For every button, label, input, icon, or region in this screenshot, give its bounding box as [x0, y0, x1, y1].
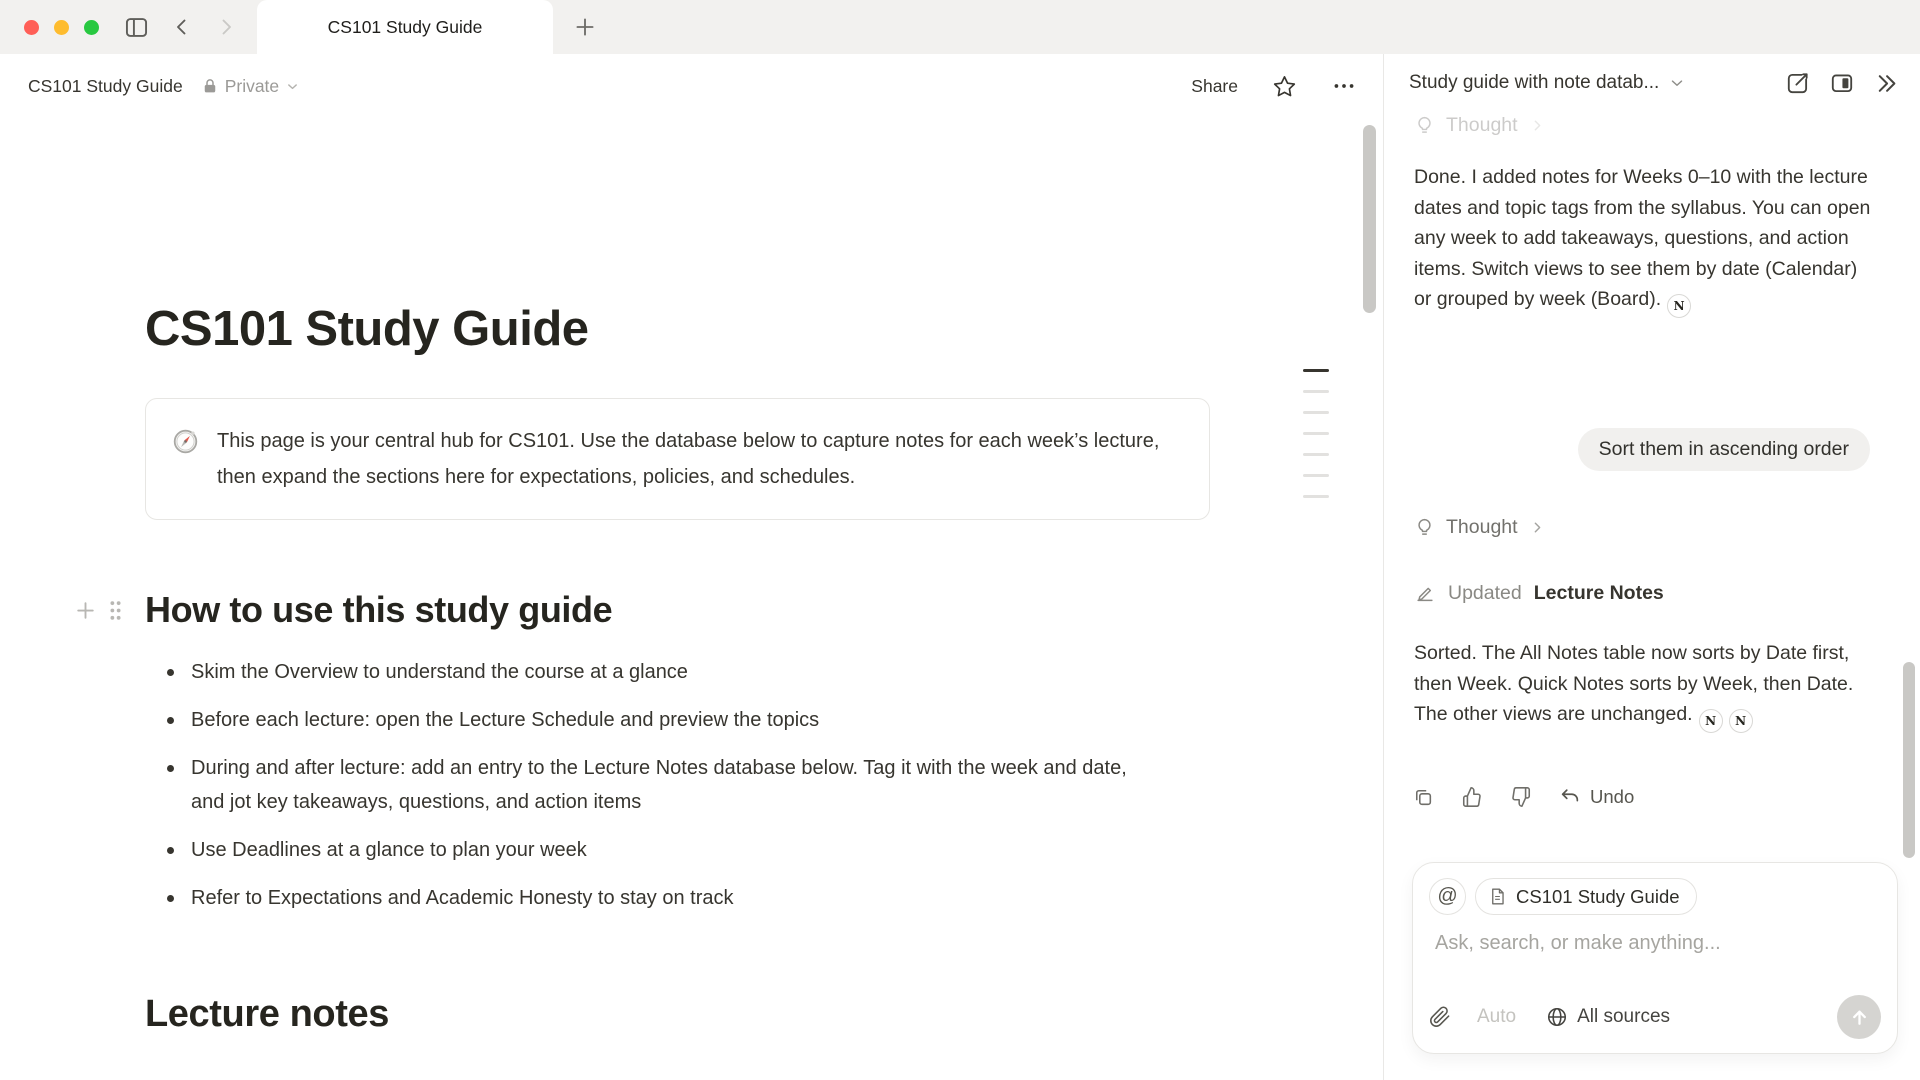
sidebar-toggle-icon[interactable]	[123, 14, 150, 41]
user-message-bubble: Sort them in ascending order	[1578, 428, 1870, 471]
new-chat-icon[interactable]	[1785, 70, 1811, 96]
model-auto-label[interactable]: Auto	[1477, 1006, 1517, 1027]
copy-icon[interactable]	[1412, 786, 1434, 808]
notion-source-badge[interactable]: N	[1699, 709, 1723, 733]
tool-action-verb: Updated	[1448, 582, 1522, 604]
attach-icon[interactable]	[1429, 1006, 1451, 1028]
tab-title: CS101 Study Guide	[327, 16, 483, 37]
new-tab-icon[interactable]	[572, 14, 598, 40]
chat-scrollbar[interactable]	[1903, 662, 1915, 858]
favorite-star-icon[interactable]	[1272, 74, 1297, 99]
thought-toggle[interactable]	[1414, 114, 1546, 137]
notion-source-badge[interactable]: N	[1729, 709, 1753, 733]
minimize-window-button[interactable]	[54, 20, 69, 35]
chevron-right-icon	[1529, 519, 1546, 536]
breadcrumb[interactable]: CS101 Study Guide	[28, 75, 183, 96]
sources-selector[interactable]	[1546, 1006, 1670, 1028]
lecture-notes-heading[interactable]: Lecture notes	[145, 993, 389, 1035]
undo-icon	[1559, 786, 1581, 808]
document-icon	[1488, 887, 1507, 906]
context-chip-label: CS101 Study Guide	[1516, 885, 1680, 907]
chat-input[interactable]: Ask, search, or make anything...	[1435, 932, 1721, 954]
lock-icon	[201, 77, 219, 95]
page-title[interactable]: CS101 Study Guide	[145, 302, 589, 356]
arrow-up-icon	[1848, 1006, 1871, 1029]
forward-icon[interactable]	[214, 15, 238, 39]
document-scrollbar[interactable]	[1363, 125, 1376, 313]
list-item[interactable]: During and after lecture: add an entry to the Lecture Notes database below. Tag it with the week and date, and jot key takeaways, questions, and action items	[145, 751, 1165, 819]
callout-text: This page is your central hub for CS101. Use the database below to capture notes for each week’s lecture, then expand the sections here for expectations, policies, and schedules.	[217, 430, 1160, 488]
chevron-right-icon	[1529, 117, 1546, 134]
compass-icon	[172, 428, 199, 495]
notion-source-badge[interactable]: N	[1667, 294, 1691, 318]
message-actions	[1412, 786, 1634, 808]
add-block-icon[interactable]	[73, 598, 98, 623]
globe-icon	[1546, 1006, 1568, 1028]
window-controls	[0, 20, 117, 35]
thumbs-up-icon[interactable]	[1461, 786, 1483, 808]
list-item[interactable]: Refer to Expectations and Academic Honesty to stay on track	[145, 881, 1165, 915]
assistant-message	[1414, 638, 1876, 733]
assistant-message	[1414, 162, 1876, 318]
thought-label: Thought	[1446, 114, 1518, 136]
undo-label: Undo	[1590, 786, 1635, 807]
chevron-down-icon[interactable]	[1668, 74, 1686, 92]
zoom-window-button[interactable]	[84, 20, 99, 35]
collapse-panel-icon[interactable]	[1873, 70, 1900, 97]
thought-label: Thought	[1446, 516, 1518, 538]
context-chip[interactable]	[1475, 878, 1697, 915]
document-area	[0, 54, 1383, 1080]
tool-action-target: Lecture Notes	[1533, 582, 1664, 604]
active-tab[interactable]	[257, 0, 553, 54]
ai-assistant-panel	[1383, 54, 1920, 1080]
share-button[interactable]: Share	[1191, 75, 1238, 96]
close-window-button[interactable]	[24, 20, 39, 35]
thumbs-down-icon[interactable]	[1510, 786, 1532, 808]
tool-action-row[interactable]	[1414, 582, 1664, 605]
conversation-title[interactable]: Study guide with note datab...	[1409, 72, 1660, 93]
privacy-label: Private	[224, 75, 280, 96]
block-controls	[73, 598, 123, 623]
undo-button[interactable]	[1559, 786, 1634, 808]
sources-label: All sources	[1577, 1006, 1671, 1027]
list-item[interactable]: Use Deadlines at a glance to plan your week	[145, 833, 1165, 867]
section-heading[interactable]: How to use this study guide	[145, 589, 613, 630]
list-item[interactable]: Before each lecture: open the Lecture Schedule and preview the topics	[145, 703, 1165, 737]
panel-layout-icon[interactable]	[1829, 70, 1855, 96]
window-tab-strip	[0, 0, 1920, 54]
assistant-header	[1384, 54, 1920, 112]
thought-toggle[interactable]	[1414, 516, 1546, 539]
chevron-down-icon	[285, 79, 300, 94]
privacy-control[interactable]	[201, 76, 300, 97]
send-button[interactable]	[1837, 995, 1881, 1039]
mention-button[interactable]: @	[1429, 878, 1466, 915]
lightbulb-icon	[1414, 115, 1435, 136]
edit-icon	[1414, 583, 1436, 605]
callout-block[interactable]	[145, 398, 1210, 520]
outline-indicator[interactable]	[1303, 369, 1329, 516]
drag-handle-icon[interactable]	[108, 598, 123, 623]
lightbulb-icon	[1414, 517, 1435, 538]
bullet-list	[145, 655, 1210, 915]
back-icon[interactable]	[170, 15, 194, 39]
assistant-message-text: Done. I added notes for Weeks 0–10 with the lecture dates and topic tags from the syllabus. You can open any week to add takeaways, questions, and action items. Switch views to see them by date (Calendar) or grouped by week (Board).	[1414, 166, 1871, 310]
document-header	[0, 54, 1383, 118]
more-options-icon[interactable]	[1331, 73, 1357, 99]
chat-composer[interactable]	[1412, 862, 1898, 1054]
assistant-message-text: Sorted. The All Notes table now sorts by Date first, then Week. Quick Notes sorts by Week, then Date. The other views are unchanged.	[1414, 642, 1854, 725]
list-item[interactable]: Skim the Overview to understand the course at a glance	[145, 655, 1165, 689]
